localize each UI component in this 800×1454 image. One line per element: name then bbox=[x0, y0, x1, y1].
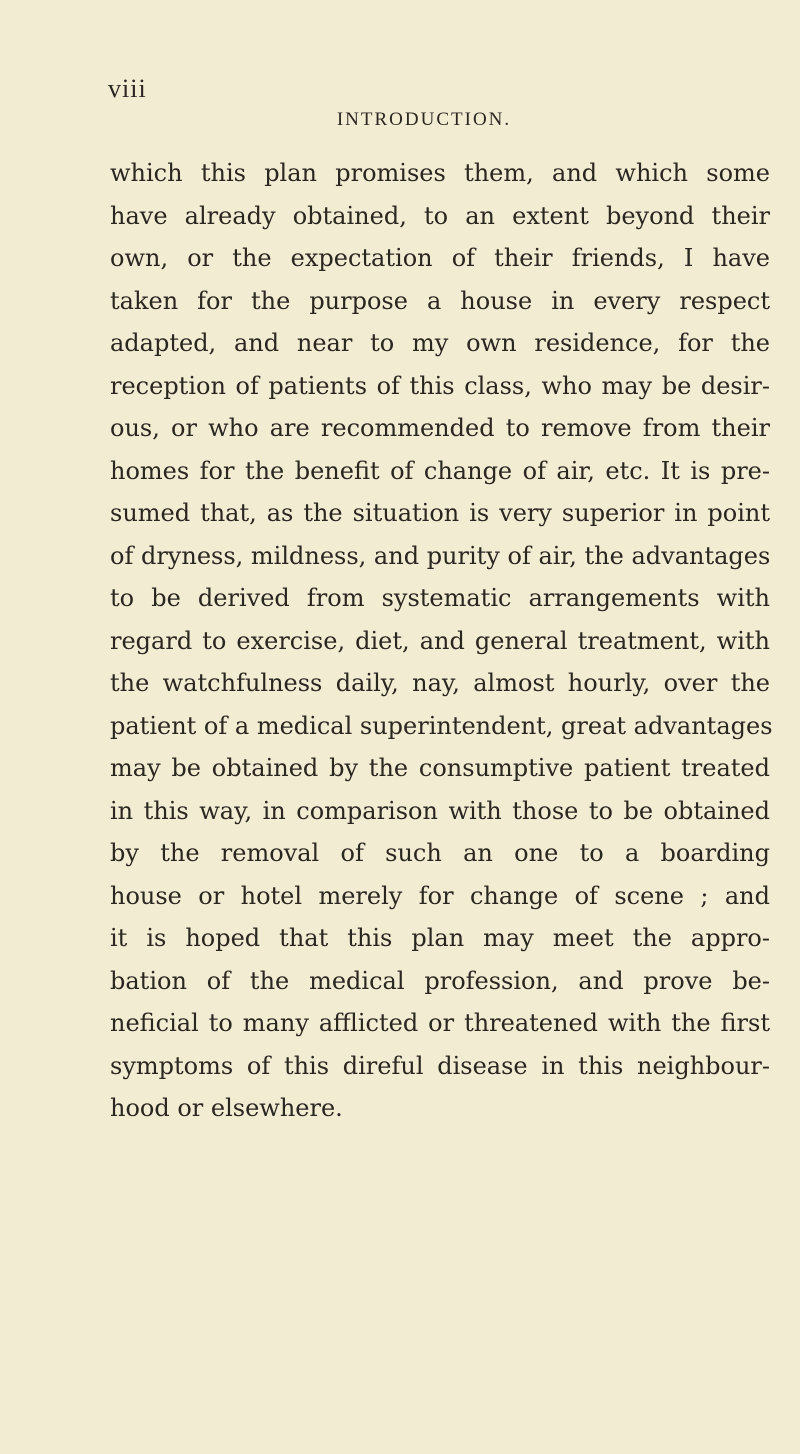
text-line: sumed that, as the situation is very superior in point bbox=[110, 499, 770, 527]
text-line: patient of a medical superintendent, great advantages bbox=[110, 711, 773, 740]
text-line: by the removal of such an one to a boarding bbox=[110, 839, 770, 867]
running-head: INTRODUCTION. bbox=[336, 109, 512, 130]
body-text bbox=[110, 152, 773, 1130]
text-line: house or hotel merely for change of scene ; and bbox=[110, 881, 770, 910]
text-line: ous, or who are recommended to remove from their bbox=[110, 414, 770, 442]
text-line: may be obtained by the consumptive patient treated bbox=[110, 754, 770, 782]
text-line: taken for the purpose a house in every respect bbox=[110, 286, 770, 315]
text-line: neficial to many afflicted or threatened with the first bbox=[110, 1009, 770, 1037]
text-line: have already obtained, to an extent beyond their bbox=[110, 201, 770, 230]
text-line: homes for the benefit of change of air, etc. It is pre- bbox=[110, 456, 770, 485]
text-line: reception of patients of this class, who may be desir- bbox=[110, 371, 770, 400]
text-line: it is hoped that this plan may meet the appro- bbox=[110, 924, 770, 952]
text-line: which this plan promises them, and which some bbox=[110, 159, 770, 187]
text-line: own, or the expectation of their friends, I have bbox=[110, 244, 770, 272]
page-number: viii bbox=[108, 74, 147, 103]
text-line: in this way, in comparison with those to be obtained bbox=[110, 796, 770, 825]
text-line: hood or elsewhere. bbox=[110, 1094, 343, 1122]
text-line: symptoms of this direful disease in this neighbour- bbox=[110, 1051, 770, 1080]
text-line: adapted, and near to my own residence, for the bbox=[110, 329, 770, 357]
text-line: the watchfulness daily, nay, almost hourly, over the bbox=[110, 669, 770, 697]
text-line: regard to exercise, diet, and general treatment, with bbox=[110, 626, 770, 655]
text-line: to be derived from systematic arrangements with bbox=[110, 584, 770, 612]
text-line: of dryness, mildness, and purity of air, the advantages bbox=[110, 541, 771, 570]
text-line: bation of the medical profession, and prove be- bbox=[110, 966, 770, 995]
